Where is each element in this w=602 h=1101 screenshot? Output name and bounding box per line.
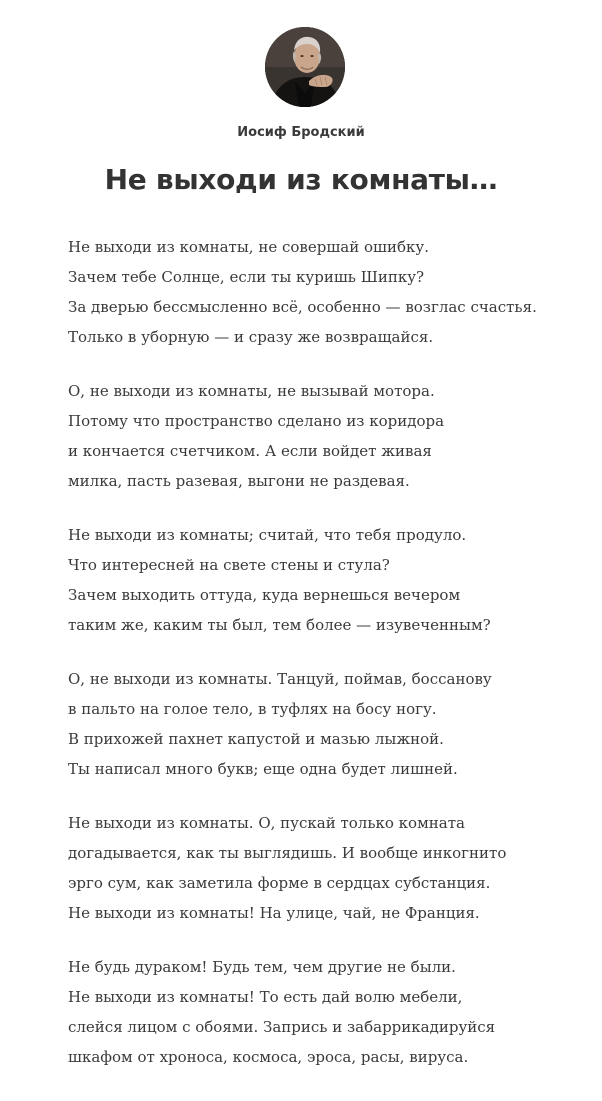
- stanza-3: [68, 520, 588, 640]
- poem-body: [68, 232, 588, 1096]
- poem-line: Ты написал много букв; еще одна будет лишней.: [68, 760, 458, 778]
- poem-line: и кончается счетчиком. А если войдет живая: [68, 442, 432, 460]
- poem-line: О, не выходи из комнаты. Танцуй, поймав, боссанову: [68, 670, 492, 688]
- author-avatar[interactable]: [265, 27, 345, 107]
- poem-line: За дверью бессмысленно всё, особенно — возглас счастья.: [68, 298, 537, 316]
- poem-line: в пальто на голое тело, в туфлях на босу ногу.: [68, 700, 437, 718]
- poem-line: Не выходи из комнаты; считай, что тебя продуло.: [68, 526, 467, 544]
- stanza-1: [68, 232, 588, 352]
- poem-line: милка, пасть разевая, выгони не раздевая.: [68, 472, 410, 490]
- poem-line: В прихожей пахнет капустой и мазью лыжной.: [68, 730, 444, 748]
- poem-line: Что интересней на свете стены и стула?: [68, 556, 390, 574]
- poem-line: таким же, каким ты был, тем более — изувеченным?: [68, 616, 491, 634]
- poem-line: Не выходи из комнаты. О, пускай только комната: [68, 814, 465, 832]
- author-portrait-icon: [265, 27, 345, 107]
- poem-title: Не выходи из комнаты…: [104, 163, 498, 196]
- stanza-2: [68, 376, 588, 496]
- poem-line: эрго сум, как заметила форме в сердцах субстанция.: [68, 874, 491, 892]
- poem-line: слейся лицом с обоями. Запрись и забаррикадируйся: [68, 1018, 496, 1036]
- stanza-6: [68, 952, 588, 1072]
- poem-line: Зачем выходить оттуда, куда вернешься вечером: [68, 586, 461, 604]
- author-name[interactable]: Иосиф Бродский: [237, 125, 365, 140]
- poem-line: Не выходи из комнаты! На улице, чай, не Франция.: [68, 904, 480, 922]
- poem-line: шкафом от хроноса, космоса, эроса, расы, вируса.: [68, 1048, 469, 1066]
- poem-line: Только в уборную — и сразу же возвращайся.: [68, 328, 434, 346]
- poem-line: Потому что пространство сделано из коридора: [68, 412, 445, 430]
- poem-line: Не выходи из комнаты, не совершай ошибку.: [68, 238, 429, 256]
- poem-line: Не будь дураком! Будь тем, чем другие не были.: [68, 958, 456, 976]
- poem-line: О, не выходи из комнаты, не вызывай мотора.: [68, 382, 435, 400]
- stanza-4: [68, 664, 588, 784]
- poem-line: Зачем тебе Солнце, если ты куришь Шипку?: [68, 268, 425, 286]
- stanza-5: [68, 808, 588, 928]
- poem-line: Не выходи из комнаты! То есть дай волю мебели,: [68, 988, 463, 1006]
- poem-line: догадывается, как ты выглядишь. И вообще инкогнито: [68, 844, 507, 862]
